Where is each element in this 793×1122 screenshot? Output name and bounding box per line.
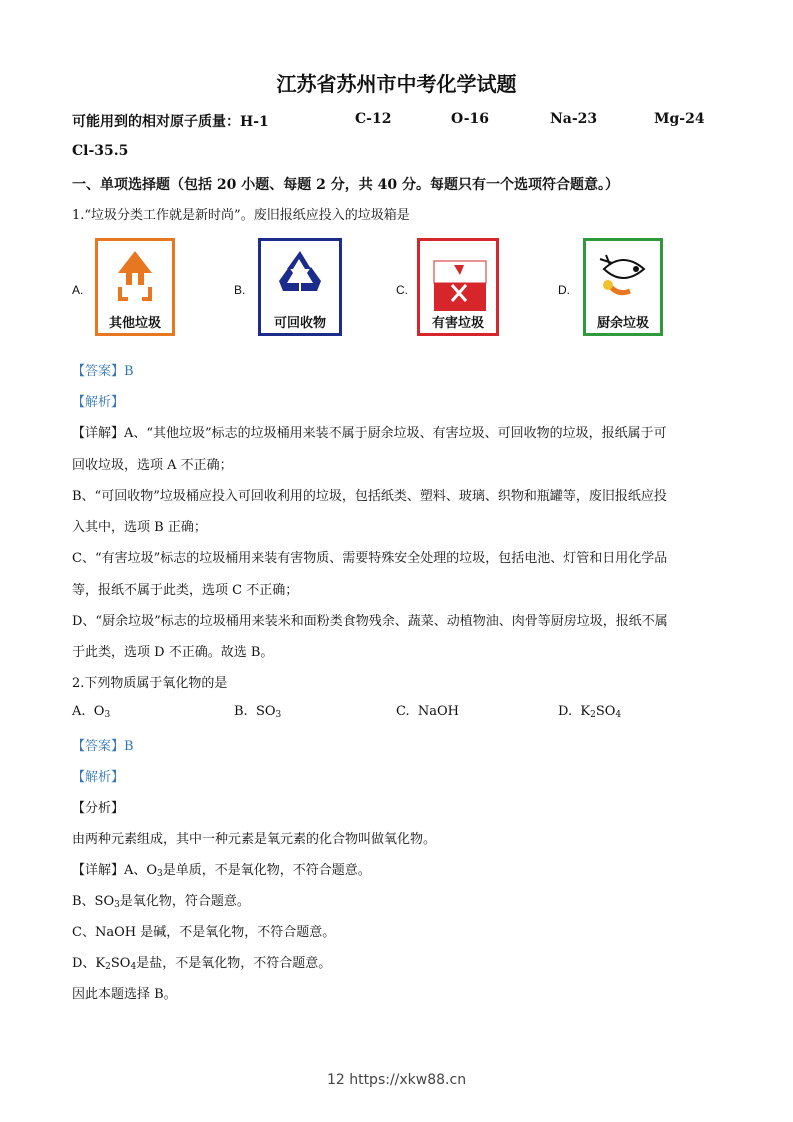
- kitchen-waste-icon: [586, 241, 660, 311]
- q1-detail-line: 入其中，选项 B 正确；: [72, 520, 207, 535]
- kitchen-waste-label: 厨余垃圾: [596, 316, 649, 331]
- atomic-mass-c: C-12: [355, 111, 392, 127]
- atomic-mass-cl: Cl-35.5: [72, 143, 129, 159]
- section-heading: 一、单项选择题（包括 20 小题、每题 2 分，共 40 分。每题只有一个选项符合题意。）: [72, 177, 619, 193]
- kitchen-waste-bin: [583, 238, 663, 336]
- q2-detail-line: 【详解】A、$O_3$是单质，不是氧化物，不符合题意。: [72, 863, 371, 879]
- q2-answer: 【答案】B: [72, 739, 134, 754]
- q1-answer: 【答案】B: [72, 364, 134, 379]
- q1-detail-line: D、“厨余垃圾”标志的垃圾桶用来装米和面粉类食物残余、蔬菜、动植物油、肉骨等厨房垃圾，报纸不属: [72, 614, 668, 629]
- other-waste-icon: [98, 241, 172, 311]
- page-footer: 12 https://xkw88.cn: [326, 1072, 467, 1088]
- hazardous-label: 有害垃圾: [431, 316, 484, 331]
- q1-detail-line: C、“有害垃圾”标志的垃圾桶用来装有害物质、需要特殊安全处理的垃圾，包括电池、灯管和日用化学品: [72, 551, 668, 566]
- atomic-mass-mg: Mg-24: [654, 111, 705, 127]
- q2-stem: 2.下列物质属于氧化物的是: [72, 676, 228, 691]
- hazardous-bin: [417, 238, 499, 336]
- q2-fenxi-label: 【分析】: [72, 801, 125, 816]
- q2-option-c: C. NaOH: [396, 704, 460, 719]
- q1-detail-line: B、“可回收物”垃圾桶应投入可回收利用的垃圾，包括纸类、塑料、玻璃、织物和瓶罐等，废旧报纸应投: [72, 489, 667, 504]
- q2-option-a: A. $O_3$: [72, 704, 111, 720]
- q2-detail-line: C、NaOH 是碱，不是氧化物，不符合题意。: [72, 925, 336, 940]
- other-waste-label: 其他垃圾: [108, 316, 161, 331]
- q2-conclusion: 因此本题选择 B。: [72, 987, 177, 1002]
- q1-option-d-letter: D.: [558, 283, 570, 297]
- q2-detail-line: D、$K_2SO_4$是盐，不是氧化物，不符合题意。: [72, 956, 332, 972]
- q1-analysis-label: 【解析】: [72, 395, 125, 410]
- q1-stem: 1.“垃圾分类工作就是新时尚”。废旧报纸应投入的垃圾箱是: [72, 208, 410, 223]
- q2-analysis-label: 【解析】: [72, 770, 125, 785]
- q1-option-c-letter: C.: [396, 283, 408, 297]
- q1-option-a-letter: A.: [72, 283, 84, 297]
- q1-detail-line: 等，报纸不属于此类，选项 C 不正确；: [72, 583, 299, 598]
- hazardous-icon: [420, 241, 496, 311]
- q2-detail-line: B、$SO_3$是氧化物，符合题意。: [72, 894, 250, 910]
- atomic-mass-label: 可能用到的相对原子质量：H-1: [72, 114, 269, 130]
- q1-detail-line: 【详解】A、“其他垃圾”标志的垃圾桶用来装不属于厨余垃圾、有害垃圾、可回收物的垃圾，报纸属于可: [72, 426, 667, 441]
- atomic-mass-o: O-16: [451, 111, 490, 127]
- recyclable-label: 可回收物: [273, 316, 326, 331]
- page-title: 江苏省苏州市中考化学试题: [276, 72, 517, 96]
- atomic-mass-na: Na-23: [550, 111, 598, 127]
- recyclable-bin: [258, 238, 342, 336]
- recycle-icon: [261, 241, 339, 311]
- q2-definition: 由两种元素组成，其中一种元素是氧元素的化合物叫做氧化物。: [72, 832, 437, 847]
- q2-option-d: D. $K_2SO_4$: [558, 704, 622, 720]
- q1-detail-line: 于此类，选项 D 不正确。故选 B。: [72, 645, 274, 660]
- q1-detail-line: 回收垃圾，选项 A 不正确；: [72, 458, 233, 473]
- q1-option-b-letter: B.: [234, 283, 246, 297]
- other-waste-bin: [95, 238, 175, 336]
- q2-option-b: B. $SO_3$: [234, 704, 282, 720]
